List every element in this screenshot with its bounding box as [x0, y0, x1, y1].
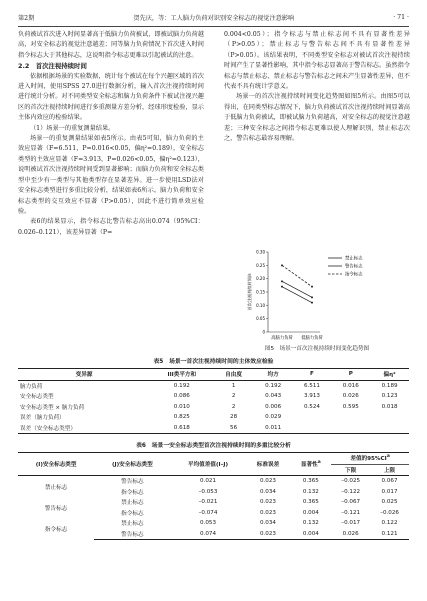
data-point: [311, 296, 313, 298]
col-header: III类平方和: [150, 369, 213, 381]
table-cell: 0.189: [381, 382, 398, 389]
table-cell: 0.023: [259, 478, 276, 485]
y-tick-label: 0.10: [256, 302, 265, 308]
table-row: [18, 391, 409, 402]
table-cell: 0.023: [259, 499, 276, 506]
col-header: 标准误差: [246, 453, 291, 476]
col-header: 偏η²: [370, 369, 409, 381]
table-cell: 56: [213, 423, 253, 434]
x-tick-label: 高脑力负荷: [271, 336, 293, 341]
col-header: 均方: [254, 369, 293, 381]
table-cell: [370, 423, 409, 434]
col-header: (J)安全标志类型: [94, 453, 170, 476]
table-cell: 指令标志: [121, 510, 144, 517]
issue-number: 第2期: [18, 14, 35, 22]
data-point: [281, 286, 283, 288]
superscript: a: [317, 460, 321, 466]
table-cell: 脑力负荷: [20, 383, 43, 390]
table-cell: 安全标志类型 × 脑力负荷: [20, 404, 85, 411]
table-cell: 0.034: [259, 520, 276, 527]
col-header: 平均值差值(I–J): [171, 453, 246, 476]
table-cell: 2: [231, 393, 236, 400]
table6: [18, 452, 409, 540]
table-cell: [331, 423, 370, 434]
col-header: 自由度: [213, 369, 253, 381]
x-tick-label: 低脑力负荷: [301, 336, 323, 341]
table-cell: 0.086: [173, 393, 190, 400]
article-title-header: 贺先庆，等：工人脑力负荷对识别安全标志的视觉注意影响: [133, 14, 295, 22]
legend-label: 指令标志: [345, 272, 363, 278]
col-header: (I)安全标志类型: [18, 453, 94, 476]
col-header: P: [331, 369, 370, 381]
table-row: [18, 380, 409, 391]
table-cell: 0.006: [265, 403, 282, 410]
paragraph: （1）场景一的重复测量结果。: [30, 124, 115, 132]
y-tick-label: 0.05: [256, 316, 265, 322]
table-cell: 0.023: [246, 529, 291, 540]
y-axis-label: 首次注视持续时间/s: [247, 273, 252, 311]
legend-label: 禁止标志: [345, 256, 363, 262]
table-cell: 0.067: [381, 478, 398, 485]
y-tick-label: 0.30: [256, 249, 265, 255]
table-cell: 0.122: [381, 520, 398, 527]
col-header: F: [293, 369, 332, 381]
table-cell: 禁止标志: [121, 500, 144, 507]
right-column: [224, 30, 410, 144]
table-cell: 0.017: [381, 488, 398, 495]
table-cell: 0.018: [381, 403, 398, 410]
section-heading: 2.2 首次注视持续时间: [18, 62, 87, 71]
table-cell: 0.025: [381, 499, 398, 506]
table-cell: 0.004: [302, 509, 319, 516]
table-cell: –0.122: [341, 488, 361, 495]
table-cell: 0.034: [259, 488, 276, 495]
table-cell: –0.067: [341, 499, 361, 506]
table-cell: 误差（脑力负荷）: [20, 415, 65, 422]
table-cell: [293, 423, 332, 434]
table-cell: –0.053: [198, 488, 218, 495]
table-cell: [370, 412, 409, 423]
paragraph: 负荷被试首次进入时间显著高于低脑力负荷被试，即被试脑力负荷越高，对安全标志的视觉注意越差；同等脑力负荷情况下首次进入时间指令标志大于其他标志，这说明指令标志更难以引起被试的注意。: [18, 31, 204, 59]
table-cell: 0.595: [342, 403, 359, 410]
table-cell: 0.011: [254, 423, 293, 434]
table-cell: 0.825: [173, 414, 190, 421]
table-cell: 警告标志: [94, 529, 170, 540]
y-tick-label: 0.20: [256, 276, 265, 282]
table5-caption: 表5 场景一首次注视持续时间的主体效应检验: [153, 359, 274, 365]
table-cell: 指令标志: [44, 526, 68, 533]
table-cell: 0.016: [342, 382, 359, 389]
table-cell: 0.123: [381, 393, 398, 400]
superscript: a: [386, 454, 390, 460]
table-row: [18, 497, 409, 508]
table-row: [18, 423, 409, 434]
table-cell: 0.004: [290, 529, 331, 540]
table-cell: 0.132: [302, 488, 319, 495]
data-point: [281, 280, 283, 282]
paragraph: 场景一的重复测量结果如表5所示。由表5可知，脑力负荷的主效应显著（F=6.511，P=0.016<0.05，偏η²=0.189），安全标志类型的主效应显著（F=3.913，P=0.026<0.05，偏η²=0.123），说明被试首次注视持续时间受到显著影响；而脑力负荷和安全标志类型中至少有一类型与其他类型存在显著差异。进一步使用LSD法对安全标志类型进行多重比较分析，结果如表6所示。脑力负荷和安全标志类型的交互效应不显著（P>0.05），因此不进行简单效应检验。: [18, 135, 204, 215]
table-cell: 1: [231, 382, 236, 389]
page-number: · 71 ·: [393, 13, 409, 21]
col-header: [290, 453, 331, 476]
paragraph: 表6的结果显示，指令标志比警告标志高出0.074（95%CI：0.026–0.121），该差异显著（P=: [18, 218, 204, 236]
table-cell: 0.026: [331, 529, 370, 540]
table-cell: 0.053: [200, 520, 217, 527]
col-header: 变异源: [18, 369, 150, 381]
table-cell: –0.021: [198, 499, 218, 506]
table-cell: 禁止标志: [44, 484, 68, 491]
table-cell: 0.021: [200, 478, 217, 485]
table-cell: –0.026: [380, 509, 399, 516]
paragraph: 场景一的首次注视持续时间变化趋势图如图5所示。由图5可以得出，在同类型标志情况下，脑力负荷被试首次注视持续时间显著高于低脑力负荷被试，即被试脑力负荷越高，对安全标志的视觉注意越差；三种安全标志之间指令标志更难以使人理解识别，禁止标志次之，警告标志最容易理解。: [224, 93, 410, 143]
y-tick-label: 0: [262, 329, 265, 335]
col-header-text: 显著性: [300, 462, 318, 468]
table-cell: 6.511: [303, 382, 320, 389]
table-cell: [331, 412, 370, 423]
table-cell: –0.025: [341, 478, 361, 485]
table-cell: 28: [230, 414, 238, 421]
table6-caption: 表6 场景一安全标志类型首次注视持续时间的多重比较分析: [136, 443, 291, 449]
table-cell: –0.121: [341, 509, 361, 516]
legend-label: 警告标志: [345, 264, 363, 270]
table-cell: 0.043: [265, 393, 282, 400]
line-chart: [238, 246, 408, 344]
col-header-text: 差值的95%CI: [350, 456, 387, 463]
table-cell: 0.192: [265, 382, 282, 389]
table-cell: 0.524: [303, 403, 320, 410]
col-header: 下限: [331, 464, 370, 476]
table-row: [18, 412, 409, 423]
table-cell: 0.365: [302, 499, 319, 506]
table-cell: 0.074: [171, 529, 246, 540]
paragraph: 0.004<0.05）；指令标志与禁止标志间不具有显著性差异（P>0.05）；禁止标志与警告标志间不具有显著性差异（P>0.05）。该结果表明，不同类型安全标志对被试首次注视持续时间产生了显著性影响，其中指令标志显著高于警告标志。虽然指令标志与禁止标志、禁止标志与警告标志之间未产生显著性差异，但不代表不具有统计学意义。: [224, 31, 410, 91]
table-cell: 0.618: [150, 423, 213, 434]
table-row: [18, 518, 409, 529]
table-cell: –0.017: [341, 520, 361, 527]
data-point: [311, 302, 313, 304]
running-header: [18, 10, 409, 27]
table-cell: 0.023: [259, 509, 276, 516]
table-cell: 禁止标志: [121, 521, 144, 528]
table5: [18, 368, 409, 434]
paragraph: 依据根据场景的实验数据，统计每个被试在每个兴趣区域的首次进入时间，使用SPSS 27.0进行数据分析，输入首次注视持续时间进行统计分析。对不同类型安全标志和脑力负荷条件下被试注视兴趣区的首次注视持续时间进行多重测量方差分析，经球形度检验，显示主体内效应的检验结果。: [18, 72, 204, 122]
left-column: [18, 30, 204, 238]
table-cell: 0.029: [265, 414, 282, 421]
data-point: [311, 286, 313, 288]
figure-caption: 图5 场景一首次注视持续时间变化趋势图: [264, 346, 370, 352]
table-cell: 0.010: [173, 403, 190, 410]
data-point: [281, 264, 283, 266]
table-cell: 警告标志: [121, 479, 144, 486]
table-cell: 2: [231, 403, 236, 410]
table-cell: 安全标志类型: [20, 394, 54, 401]
y-tick-label: 0.25: [256, 262, 265, 268]
table-cell: 0.121: [370, 529, 409, 540]
col-header: [331, 453, 409, 465]
y-tick-label: 0.15: [256, 289, 265, 295]
table-cell: 0.132: [302, 520, 319, 527]
table-row: [18, 402, 409, 413]
table-cell: 0.192: [173, 382, 190, 389]
table-row: [18, 476, 409, 487]
table-cell: 0.026: [342, 393, 359, 400]
table-cell: [293, 412, 332, 423]
col-header: 上限: [370, 464, 409, 476]
table-cell: 0.365: [302, 478, 319, 485]
table-cell: 误差（安全标志类型）: [18, 423, 150, 434]
table-cell: 指令标志: [121, 489, 144, 496]
table-cell: 3.913: [303, 393, 320, 400]
table-cell: 警告标志: [44, 505, 68, 512]
table-cell: –0.074: [198, 509, 218, 516]
